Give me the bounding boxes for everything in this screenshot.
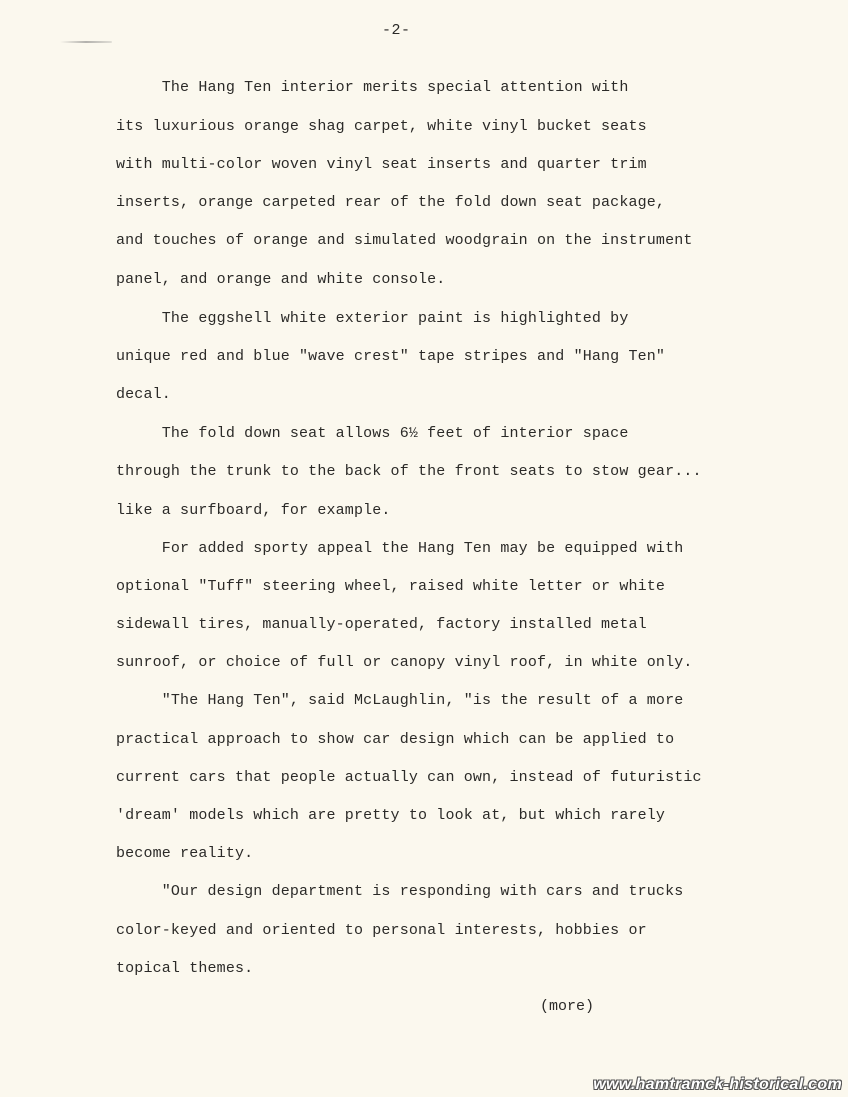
text-line: inserts, orange carpeted rear of the fold down seat package, xyxy=(116,194,666,211)
text-line: and touches of orange and simulated woodgrain on the instrument xyxy=(116,232,693,249)
text-line: its luxurious orange shag carpet, white vinyl bucket seats xyxy=(116,118,647,135)
text-line: become reality. xyxy=(116,845,254,862)
text-line: optional "Tuff" steering wheel, raised white letter or white xyxy=(116,578,666,595)
page-number: -2- xyxy=(382,22,411,39)
text-line: current cars that people actually can own, instead of futuristic xyxy=(116,769,702,786)
text-line: sunroof, or choice of full or canopy vinyl roof, in white only. xyxy=(116,654,693,671)
text-line: The Hang Ten interior merits special attention with xyxy=(116,79,629,96)
text-line: decal. xyxy=(116,386,171,403)
watermark-url: www.hamtramck-historical.com xyxy=(593,1076,842,1093)
paper-smudge xyxy=(60,41,112,43)
text-line: sidewall tires, manually-operated, factory installed metal xyxy=(116,616,647,633)
continuation-marker: (more) xyxy=(540,998,595,1015)
text-line: color-keyed and oriented to personal interests, hobbies or xyxy=(116,922,647,939)
text-line: topical themes. xyxy=(116,960,254,977)
text-line: The fold down seat allows 6½ feet of interior space xyxy=(116,425,629,442)
text-line: practical approach to show car design which can be applied to xyxy=(116,731,675,748)
text-line: with multi-color woven vinyl seat inserts and quarter trim xyxy=(116,156,647,173)
text-line: like a surfboard, for example. xyxy=(116,502,391,519)
text-line: The eggshell white exterior paint is highlighted by xyxy=(116,310,629,327)
text-line: panel, and orange and white console. xyxy=(116,271,446,288)
text-line: For added sporty appeal the Hang Ten may be equipped with xyxy=(116,540,684,557)
text-line: through the trunk to the back of the front seats to stow gear... xyxy=(116,463,702,480)
text-line: 'dream' models which are pretty to look at, but which rarely xyxy=(116,807,666,824)
text-line: "The Hang Ten", said McLaughlin, "is the result of a more xyxy=(116,692,684,709)
text-line: "Our design department is responding with cars and trucks xyxy=(116,883,684,900)
text-line: unique red and blue "wave crest" tape stripes and "Hang Ten" xyxy=(116,348,666,365)
